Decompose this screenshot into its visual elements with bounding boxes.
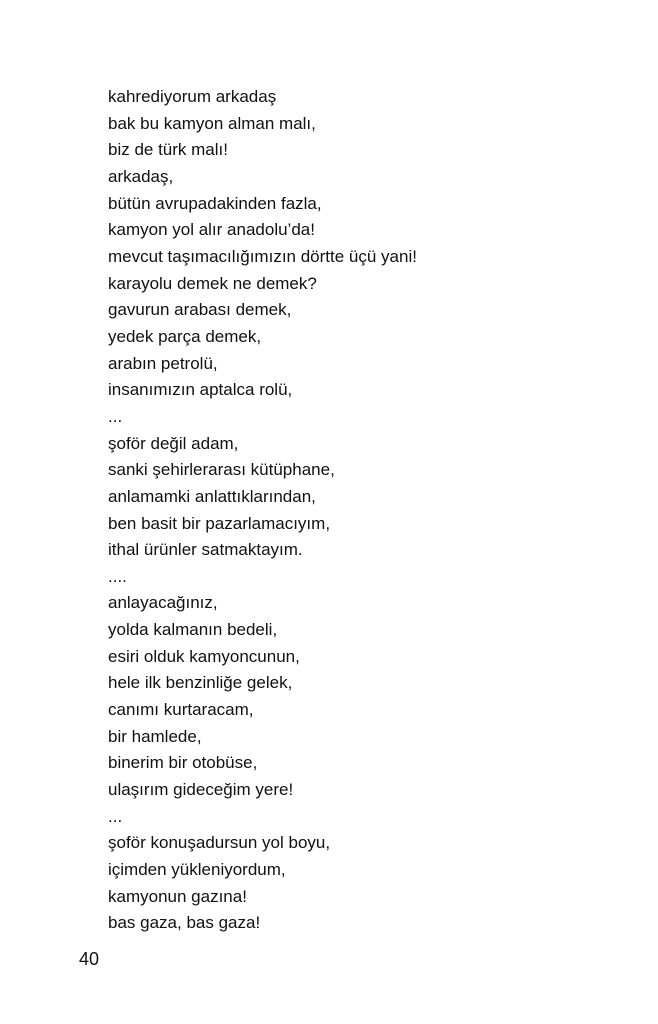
poem-line: ithal ürünler satmaktayım. xyxy=(108,540,303,560)
poem-line: ... xyxy=(108,806,123,826)
poem-line: arabın petrolü, xyxy=(108,353,218,373)
poem-line: ulaşırım gideceğim yere! xyxy=(108,780,294,800)
poem-line: arkadaş, xyxy=(108,166,174,186)
poem-line: yolda kalmanın bedeli, xyxy=(108,620,278,640)
poem-line: anlamamki anlattıklarından, xyxy=(108,486,316,506)
poem-line: mevcut taşımacılığımızın dörtte üçü yani! xyxy=(108,246,417,266)
poem-line: sanki şehirlerarası kütüphane, xyxy=(108,460,335,480)
poem-line: şoför konuşadursun yol boyu, xyxy=(108,833,331,853)
poem-line: yedek parça demek, xyxy=(108,326,262,346)
poem-line: canımı kurtaracam, xyxy=(108,700,254,720)
poem-line: hele ilk benzinliğe gelek, xyxy=(108,673,293,693)
poem-line: anlayacağınız, xyxy=(108,593,218,613)
poem-line: insanımızın aptalca rolü, xyxy=(108,380,293,400)
poem-line: biz de türk malı! xyxy=(108,140,228,160)
poem-line: karayolu demek ne demek? xyxy=(108,273,317,293)
poem-line: bas gaza, bas gaza! xyxy=(108,913,261,933)
poem-line: binerim bir otobüse, xyxy=(108,753,258,773)
poem-line: kahrediyorum arkadaş xyxy=(108,87,277,106)
poem-line: kamyonun gazına! xyxy=(108,886,247,906)
poem-line: içimden yükleniyordum, xyxy=(108,860,286,880)
poem-line: gavurun arabası demek, xyxy=(108,300,292,320)
poem-line: esiri olduk kamyoncunun, xyxy=(108,646,300,666)
poem-line: bir hamlede, xyxy=(108,726,202,746)
poem-line: kamyon yol alır anadolu’da! xyxy=(108,220,315,240)
poem-line: şoför değil adam, xyxy=(108,433,239,453)
page-number: 40 xyxy=(79,949,100,969)
poem-line: ... xyxy=(108,406,123,426)
poem-line: bütün avrupadakinden fazla, xyxy=(108,193,322,213)
poem-line: .... xyxy=(108,566,127,586)
poem-text xyxy=(108,84,628,937)
poem-line: bak bu kamyon alman malı, xyxy=(108,113,316,133)
poem-line: ben basit bir pazarlamacıyım, xyxy=(108,513,331,533)
